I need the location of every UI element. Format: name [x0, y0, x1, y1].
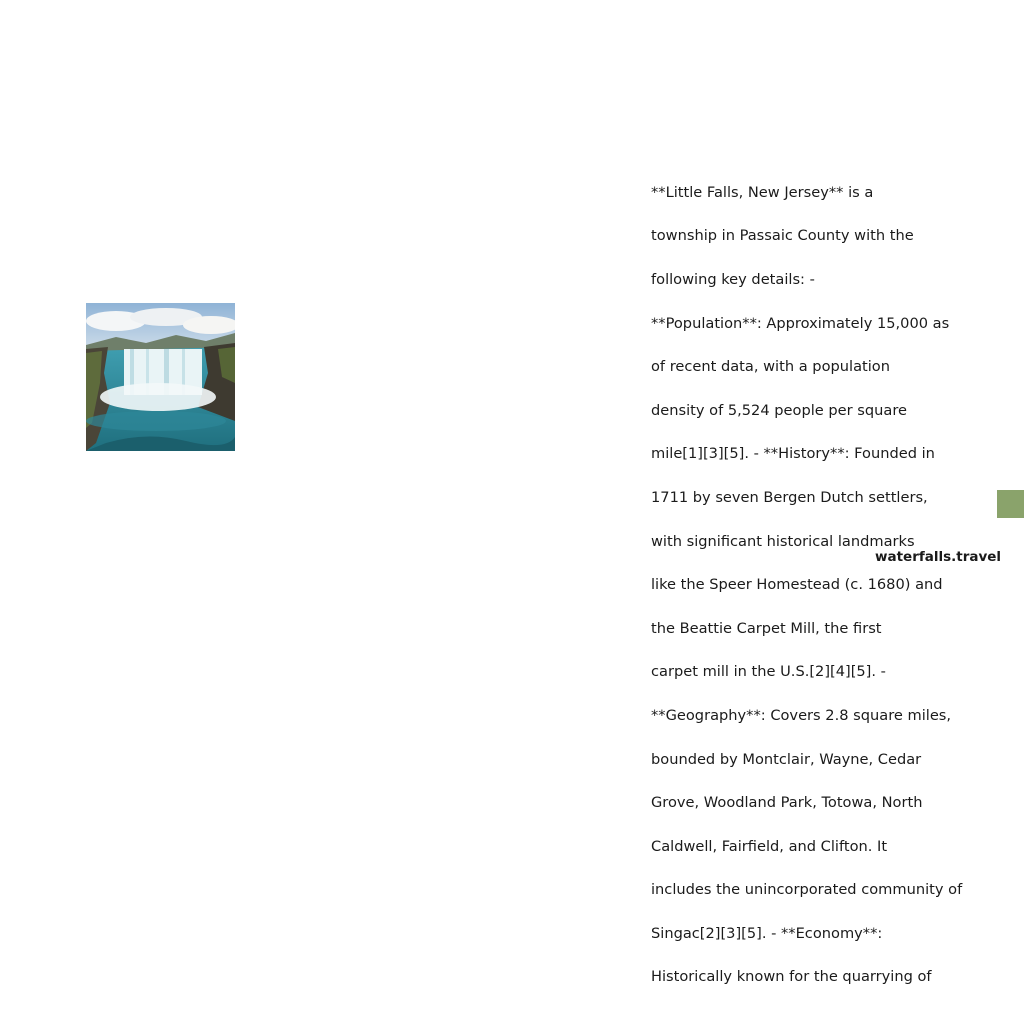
- article-line: bounded by Montclair, Wayne, Cedar: [651, 750, 922, 768]
- article-line: **Geography**: Covers 2.8 square miles,: [651, 706, 952, 724]
- article-line: density of 5,524 people per square: [651, 401, 907, 419]
- article-line: **Population**: Approximately 15,000 as: [651, 314, 950, 332]
- article-line: carpet mill in the U.S.[2][4][5]. -: [651, 663, 886, 681]
- article-line: **Little Falls, New Jersey** is a: [651, 183, 874, 201]
- article-text: [651, 160, 991, 1010]
- article-line: 1711 by seven Bergen Dutch settlers,: [651, 488, 928, 506]
- article-line: like the Speer Homestead (c. 1680) and: [651, 576, 943, 594]
- article-line: following key details: -: [651, 270, 815, 288]
- side-tab-button[interactable]: [997, 490, 1024, 518]
- article-line: Caldwell, Fairfield, and Clifton. It: [651, 837, 888, 855]
- article-line: mile[1][3][5]. - **History**: Founded in: [651, 445, 935, 463]
- article-line: of recent data, with a population: [651, 358, 890, 376]
- waterfall-image: [86, 303, 235, 451]
- article-line: township in Passaic County with the: [651, 227, 914, 245]
- article-line: includes the unincorporated community of: [651, 881, 963, 899]
- article-line: with significant historical landmarks: [651, 532, 915, 550]
- article-line: the Beattie Carpet Mill, the first: [651, 619, 882, 637]
- article-line: Singac[2][3][5]. - **Economy**:: [651, 924, 883, 942]
- article-line: Historically known for the quarrying of: [651, 968, 932, 986]
- article-line: Grove, Woodland Park, Totowa, North: [651, 794, 923, 812]
- waterfall-illustration: [86, 303, 235, 451]
- watermark: waterfalls.travel: [875, 549, 1002, 565]
